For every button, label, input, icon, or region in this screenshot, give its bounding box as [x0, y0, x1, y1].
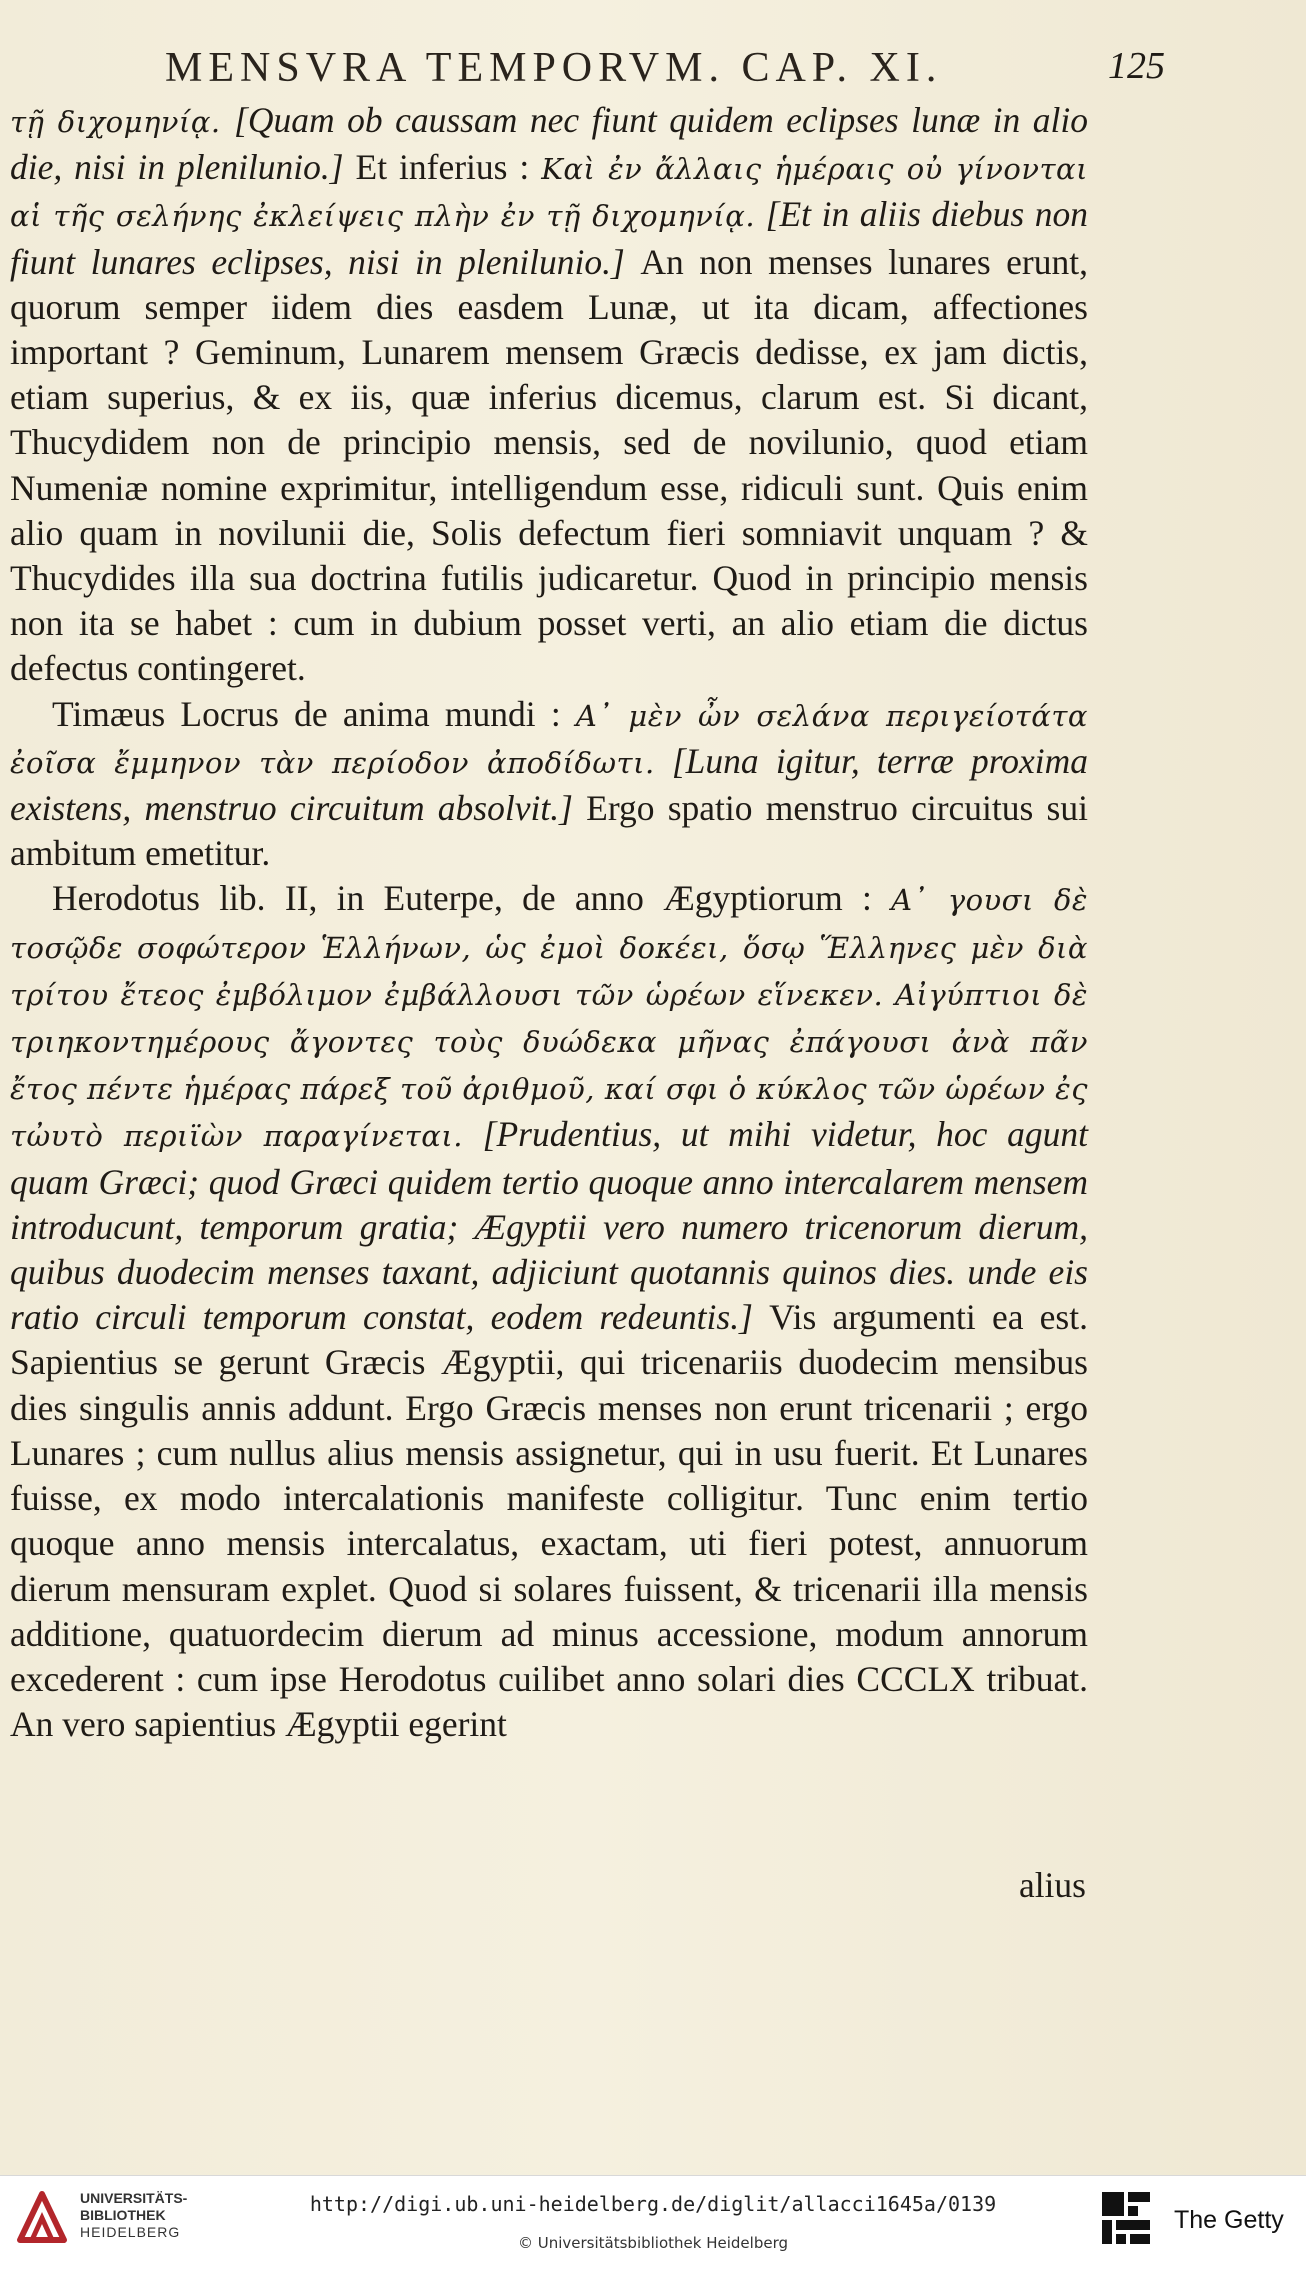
- greek-quotation: Α᾿ μὲν ὦν σελάνα περιγείοτάτα ἐοῖσα ἔμμηνον τὰν περίοδον ἀποδίδωτι.: [10, 698, 1089, 780]
- permalink-url[interactable]: http://digi.ub.uni-heidelberg.de/diglit/allacci1645a/0139: [309, 2192, 997, 2216]
- latin-translation: [Et in aliis diebus non fiunt lunares eclipses, nisi in plenilunio.]: [10, 194, 1088, 282]
- catchword: alius: [1018, 1865, 1086, 1905]
- latin-translation: [Luna igitur, terræ proxima existens, menstruo circuitum absolvit.]: [10, 740, 1088, 829]
- latin-text: Et inferius :: [343, 147, 542, 188]
- body-text: [10, 98, 1088, 1747]
- latin-text: Vis argumenti ea est. Sapientius se gerunt Græcis Ægyptii, qui tricenariis duodecim mensibus dies singulis annis addunt. Ergo Græcis menses non erunt tricenarii ; ergo Lunares ; cum nullus alius mensis assignetur, qui in usu fuerit. Et Lunares fuisse, ex modo intercalationis manifeste colligitur. Tunc enim tertio quoque anno mensis intercalatus, exactam, uti fieri potest, annuorum dierum mensuram explet. Quod si solares fuissent, & tricenarii illa mensis additione, quatuordecim dierum ad minus accessione, modum annorum excederent : cum ipse Herodotus cuilibet anno solari dies CCCLX tribuat. An vero sapientius Ægyptii egerint: [10, 1297, 1088, 1745]
- library-name-line: HEIDELBERG: [80, 2224, 181, 2240]
- greek-quotation: Α᾿ γουσι δὲ τοσῷδε σοφώτερον Ἑλλήνων, ὡς ἐμοὶ δοκέει, ὅσῳ Ἕλληνες μὲν διὰ τρίτου ἔτεος ἐμβόλιμον ἐμβάλλουσι τῶν ὡρέων εἵνεκεν. Αἰγύπτιοι δὲ τριηκοντημέρους ἄγοντες τοὺς δυώδεκα μῆνας ἐπάγουσι ἀνὰ πᾶν ἔτος πέντε ἡμέρας πάρεξ τοῦ ἀριθμοῦ, καί σφι ὁ κύκλος τῶν ὡρέων ἐς τὠυτὸ περιϊὼν παραγίνεται.: [10, 883, 1088, 1154]
- latin-text: An non menses lunares erunt, quorum semper iidem dies easdem Lunæ, ut ita dicam, affectiones important ? Geminum, Lunarem mensem Græcis dedisse, ex jam dictis, etiam superius, & ex iis, quæ inferius dicemus, clarum est. Si dicant, Thucydidem non de principio mensis, sed de novilunio, quod etiam Numeniæ nomine exprimitur, intelligendum esse, ridiculi sunt. Quis enim alio quam in novilunii die, Solis defectum fieri somniavit unquam ? & Thucydides illa sua doctrina futilis judicaretur. Quod in principio mensis non ita se habet : cum in dubium posset verti, an alio etiam die dictus defectus contingeret.: [10, 241, 1088, 689]
- greek-quotation: Καὶ ἐν ἄλλαις ἡμέραις οὐ γίνονται αἱ τῆς σελήνης ἐκλείψεις πλὴν ἐν τῇ διχομηνίᾳ.: [10, 152, 1088, 234]
- latin-text: Ergo spatio menstruo circuitus sui ambitum emetitur.: [10, 788, 1088, 874]
- library-name-line: UNIVERSITÄTS-: [80, 2190, 188, 2206]
- page-header: [165, 44, 1165, 100]
- greek-quotation: τῇ διχομηνίᾳ.: [10, 105, 234, 139]
- page-number: 125: [1108, 45, 1165, 87]
- text-paragraph: [10, 98, 1088, 692]
- latin-text: Timæus Locrus de anima mundi :: [52, 693, 576, 734]
- running-title: MENSVRA TEMPORVM. CAP. XI.: [165, 45, 943, 91]
- viewer-footer: [0, 2175, 1306, 2270]
- partner-name: The Getty: [1174, 2206, 1284, 2234]
- text-paragraph: [10, 692, 1088, 877]
- latin-text: Herodotus lib. II, in Euterpe, de anno Ægyptiorum :: [52, 878, 892, 919]
- latin-translation: [Quam ob caussam nec fiunt quidem eclipses lunæ in alio die, nisi in plenilunio.]: [10, 100, 1088, 188]
- latin-translation: [Prudentius, ut mihi videtur, hoc agunt quam Græci; quod Græci quidem tertio quoque anno intercalarem mensem introducunt, temporum gratia; Ægyptii vero numero tricenorum dierum, quibus duodecim menses taxant, adjiciunt quotannis quinos dies. unde eis ratio circuli temporum constat, eodem redeuntis.]: [10, 1114, 1088, 1338]
- text-paragraph: [10, 876, 1088, 1747]
- library-name-line: BIBLIOTHEK: [80, 2207, 166, 2223]
- copyright-notice: © Universitätsbibliothek Heidelberg: [517, 2234, 788, 2252]
- getty-logo-icon: [1100, 2190, 1154, 2246]
